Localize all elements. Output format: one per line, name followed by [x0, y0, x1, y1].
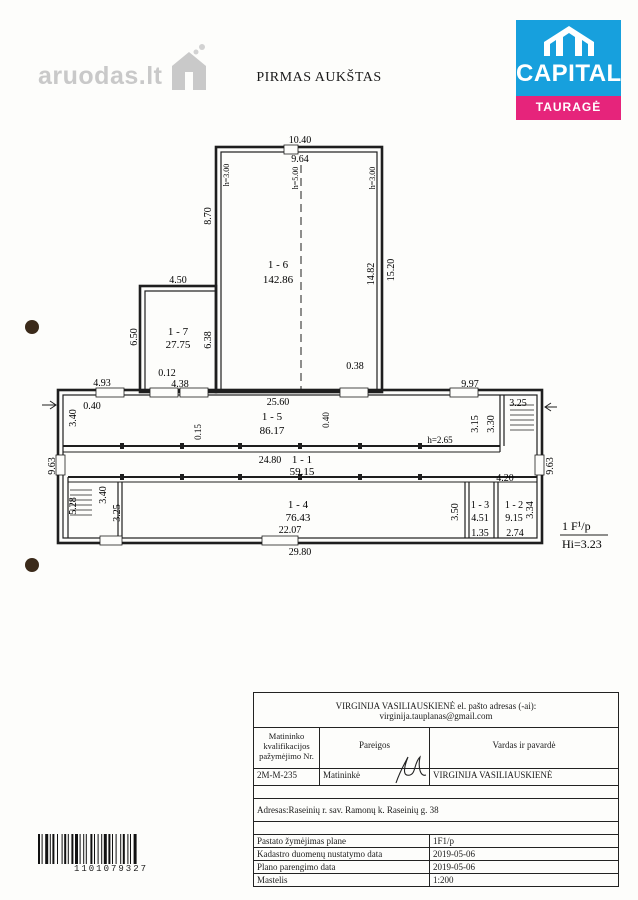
room-id: 1 - 4: [287, 499, 309, 511]
dimension-label: 4.93: [93, 378, 111, 389]
barcode-bar: [108, 834, 110, 864]
barcode-bar: [127, 834, 128, 864]
dimension-label: 0.40: [321, 412, 331, 428]
dimension-label: h=2.65: [427, 435, 453, 445]
room-area: 9.15: [505, 513, 523, 524]
barcode-bar: [116, 834, 117, 864]
row-label: Pastato žymėjimas plane: [254, 835, 430, 847]
height-label: h=3.00: [222, 163, 231, 187]
dimension-label: 9.63: [47, 457, 58, 475]
barcode-bar: [71, 834, 73, 864]
floor-code: 1 F¹/p: [562, 519, 591, 533]
height-label: h=5.00: [291, 166, 300, 190]
dimension-label: 8.70: [203, 207, 214, 225]
dimension-label: 3.25: [112, 504, 123, 522]
room-area: 76.43: [285, 512, 311, 524]
entrance-arrow-icon: [545, 403, 557, 411]
dimension-label: 9.97: [461, 379, 479, 390]
entrance-arrow-icon: [42, 401, 56, 409]
room-area: 86.17: [259, 425, 285, 437]
room-id: 1 - 7: [167, 326, 189, 338]
floor-height: Hi=3.23: [562, 537, 602, 551]
barcode-bar: [120, 834, 121, 864]
height-label: h=3.00: [368, 166, 377, 190]
row-value: 2019-05-06: [433, 849, 475, 859]
barcode-bar: [57, 834, 58, 864]
dimension-label: 4.50: [169, 275, 187, 286]
barcode-bar: [123, 834, 125, 864]
room-area: 142.86: [262, 274, 294, 286]
dimension-label: 25.60: [266, 397, 290, 408]
dimension-label: 10.40: [288, 135, 312, 146]
dimension-label: 29.80: [288, 547, 312, 558]
barcode-bar: [130, 834, 131, 864]
room-id: 1 - 5: [261, 411, 283, 423]
name-header: Vardas ir pavardė: [492, 740, 556, 750]
dimension-label: 14.82: [366, 262, 377, 286]
dimension-label: 9.63: [545, 457, 556, 475]
barcode-bar: [42, 834, 43, 864]
dimension-label: 22.07: [278, 525, 302, 536]
barcode-bar: [101, 834, 102, 864]
barcode-bar: [75, 834, 78, 864]
barcode-bar: [90, 834, 92, 864]
barcode-bar: [104, 834, 107, 864]
row-value: 1:200: [433, 875, 454, 885]
dimension-label: 6.38: [203, 331, 214, 349]
aruodas-watermark: aruodas.lt: [38, 62, 163, 90]
row-value: 2019-05-06: [433, 862, 475, 872]
surveyor-name: VIRGINIJA VASILIAUSKIENĖ: [433, 770, 553, 780]
dimension-label: 24.80: [258, 455, 282, 466]
dimension-label: 6.50: [129, 328, 140, 346]
barcode-bar: [83, 834, 84, 864]
barcode-bar: [112, 834, 113, 864]
row-value: 1F1/p: [433, 836, 455, 846]
room-area: 27.75: [165, 339, 191, 351]
room-id: 1 - 3: [470, 500, 490, 511]
row-label: Plano parengimo data: [254, 861, 430, 873]
dimension-label: 0.38: [346, 361, 364, 372]
barcode: [38, 834, 184, 864]
dimension-label: 9.64: [291, 154, 309, 165]
dimension-label: 3.15: [470, 415, 481, 433]
barcode-bar: [68, 834, 69, 864]
surveyor-header: VIRGINIJA VASILIAUSKIENĖ el. pašto adresas (-ai):: [335, 701, 537, 711]
dimension-label: 3.30: [486, 415, 497, 433]
barcode-bar: [94, 834, 95, 864]
barcode-bar: [52, 834, 54, 864]
barcode-bar: [45, 834, 48, 864]
dimension-label: 3.40: [98, 486, 109, 504]
barcode-bar: [134, 834, 137, 864]
barcode-bar: [38, 834, 40, 864]
room-id: 1 - 1: [291, 454, 313, 466]
dimension-label: 4.38: [171, 379, 189, 390]
cert-header: Matininko kvalifikacijos pažymėjimo Nr.: [254, 728, 320, 768]
address: Adresas:Raseinių r. sav. Ramonų k. Raseinių g. 38: [257, 805, 439, 815]
capital-logo-city: TAURAGĖ: [535, 100, 602, 114]
barcode-bar: [98, 834, 99, 864]
surveyor-email: virginija.tauplanas@gmail.com: [379, 711, 493, 721]
dimension-label: 2.74: [506, 528, 524, 539]
room-area: 59.15: [289, 466, 315, 478]
dimension-label: 0.40: [83, 401, 101, 412]
barcode-number: 1101079327: [73, 864, 148, 874]
dimension-label: 1.35: [471, 528, 489, 539]
position-value: Matininkė: [323, 770, 360, 780]
dimension-label: 15.20: [386, 258, 397, 282]
barcode-bar: [86, 834, 87, 864]
dimension-label: 3.25: [509, 398, 527, 409]
dimension-label: 0.12: [158, 368, 176, 379]
position-header: Pareigos: [320, 728, 430, 768]
title-block: [253, 692, 619, 887]
dimension-label: 3.50: [450, 503, 461, 521]
row-label: Kadastro duomenų nustatymo data: [254, 848, 430, 860]
barcode-bar: [62, 834, 63, 864]
cert-number: 2M-M-235: [254, 769, 320, 785]
plan-title: PIRMAS AUKŠTAS: [256, 70, 382, 85]
signature-icon: [390, 753, 430, 787]
room-area: 4.51: [471, 513, 489, 524]
room-id: 1 - 6: [267, 259, 289, 271]
dimension-label: 3.40: [68, 409, 79, 427]
barcode-bar: [64, 834, 66, 864]
capital-logo-word: CAPITAL: [516, 60, 622, 87]
dimension-label: 0.15: [193, 424, 203, 440]
barcode-bar: [80, 834, 81, 864]
room-id: 1 - 2: [504, 500, 524, 511]
dimension-label: 5.28: [68, 497, 79, 515]
barcode-bar: [50, 834, 51, 864]
dimension-label: 4.20: [496, 473, 514, 484]
row-label: Mastelis: [254, 874, 430, 886]
dimension-label: 3.34: [525, 501, 536, 519]
